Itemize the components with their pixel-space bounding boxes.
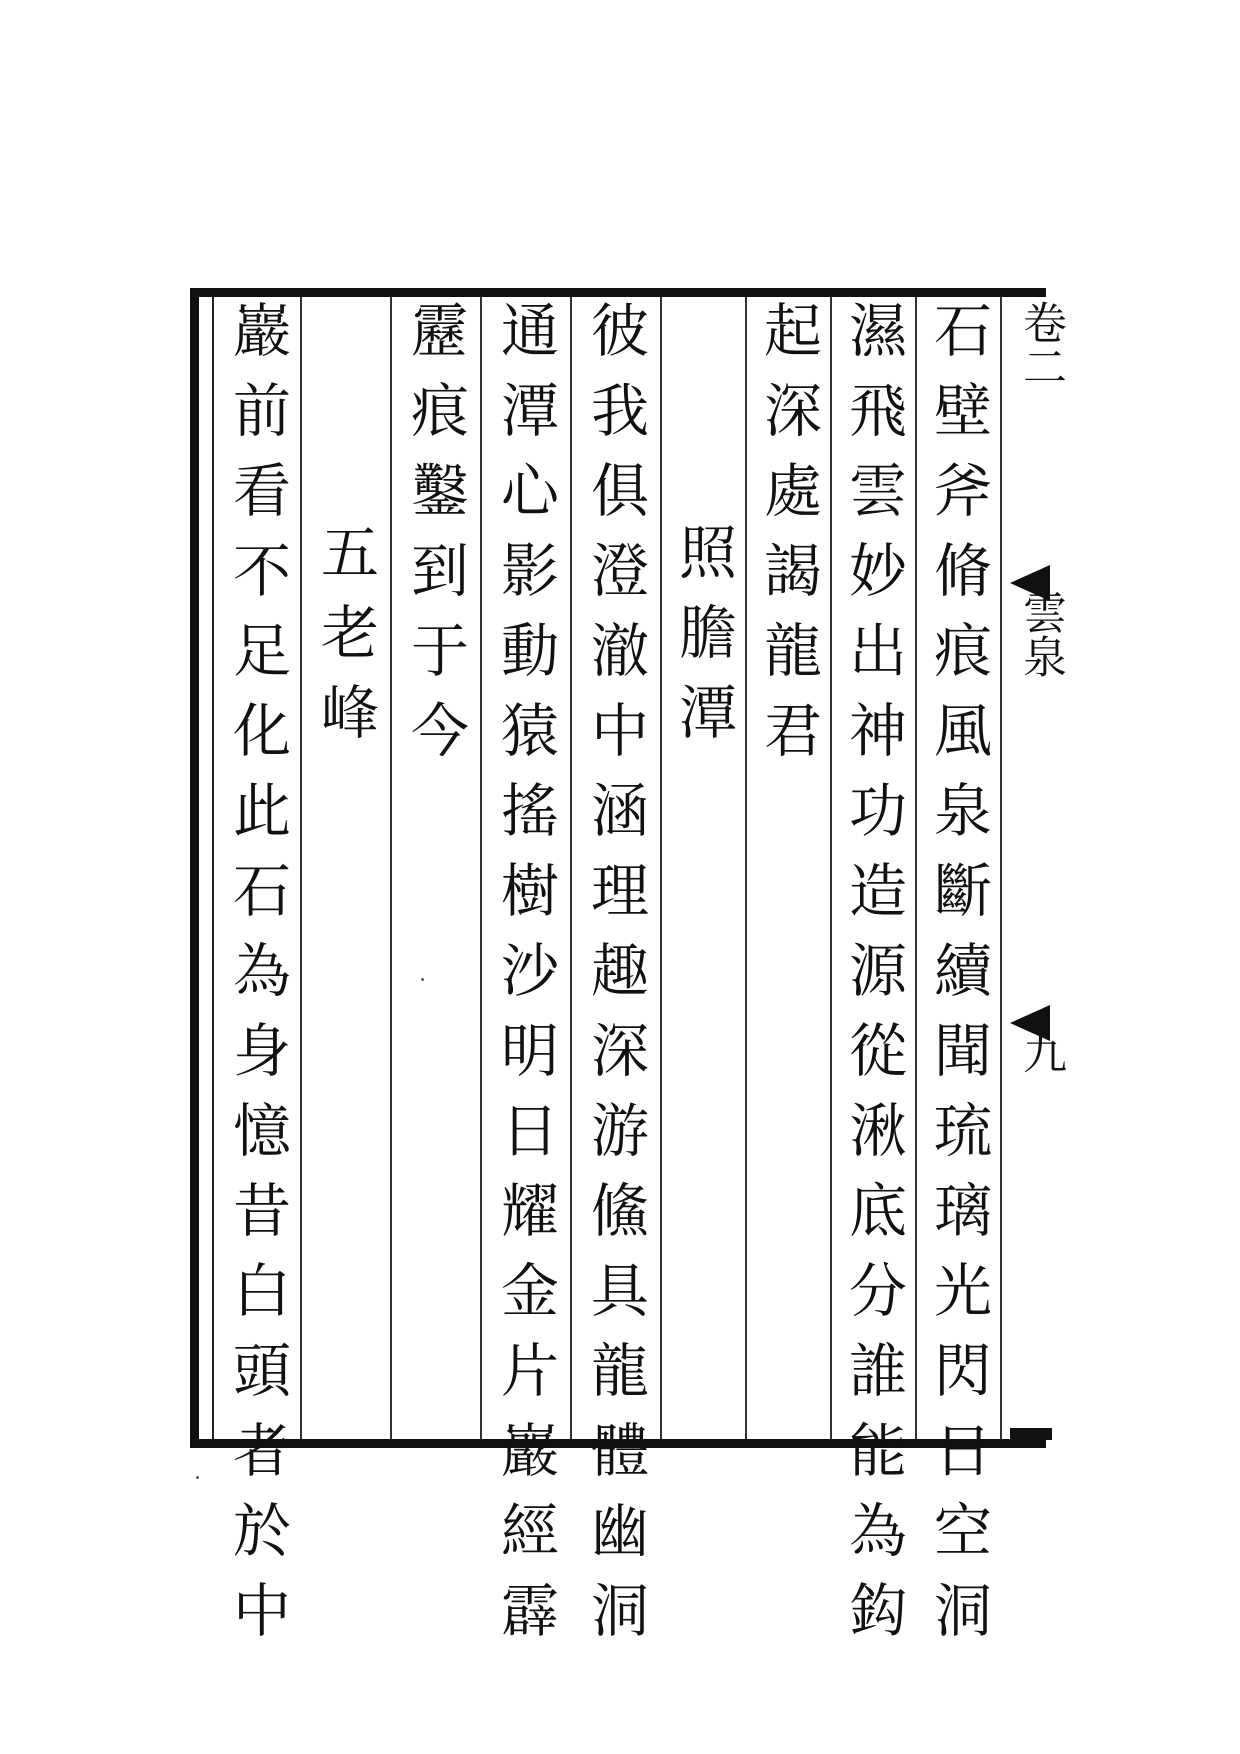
poem-title-column xyxy=(660,300,746,1658)
text-column xyxy=(392,300,478,1436)
text-column xyxy=(915,300,1001,1660)
text-column xyxy=(830,300,916,1660)
poem-title-column xyxy=(302,300,388,1658)
frame-bottom-extension xyxy=(1010,1428,1052,1440)
text-column xyxy=(482,300,568,1660)
column-text: 彼我俱澄澈中涵理趣深游鯈具龍體幽洞 xyxy=(581,300,649,1660)
column-text: 石壁斧脩痕風泉斷續聞琉璃光閃日空洞 xyxy=(924,300,992,1660)
column-text: 靂痕鑿到于今 xyxy=(401,300,469,780)
paper-speck xyxy=(196,1476,199,1479)
poem-title: 照膽潭 xyxy=(669,522,737,762)
text-column xyxy=(745,300,831,1436)
book-title-label: 雲泉 xyxy=(1015,590,1066,678)
column-text: 通潭心影動猿搖樹沙明日耀金片巖經霹 xyxy=(491,300,559,1660)
paper-speck xyxy=(421,978,424,981)
poem-title: 五老峰 xyxy=(311,522,379,762)
text-column xyxy=(214,300,300,1660)
column-text: 巖前看不足化此石為身憶昔白頭者於中 xyxy=(223,300,291,1660)
text-column xyxy=(572,300,658,1660)
page-number: 九 xyxy=(1015,1030,1066,1074)
column-text: 起深處謁龍君 xyxy=(754,300,822,780)
column-text: 濕飛雲妙出神功造源從湫底分誰能為鈎 xyxy=(839,300,907,1660)
volume-label: 卷二 xyxy=(1015,300,1066,388)
